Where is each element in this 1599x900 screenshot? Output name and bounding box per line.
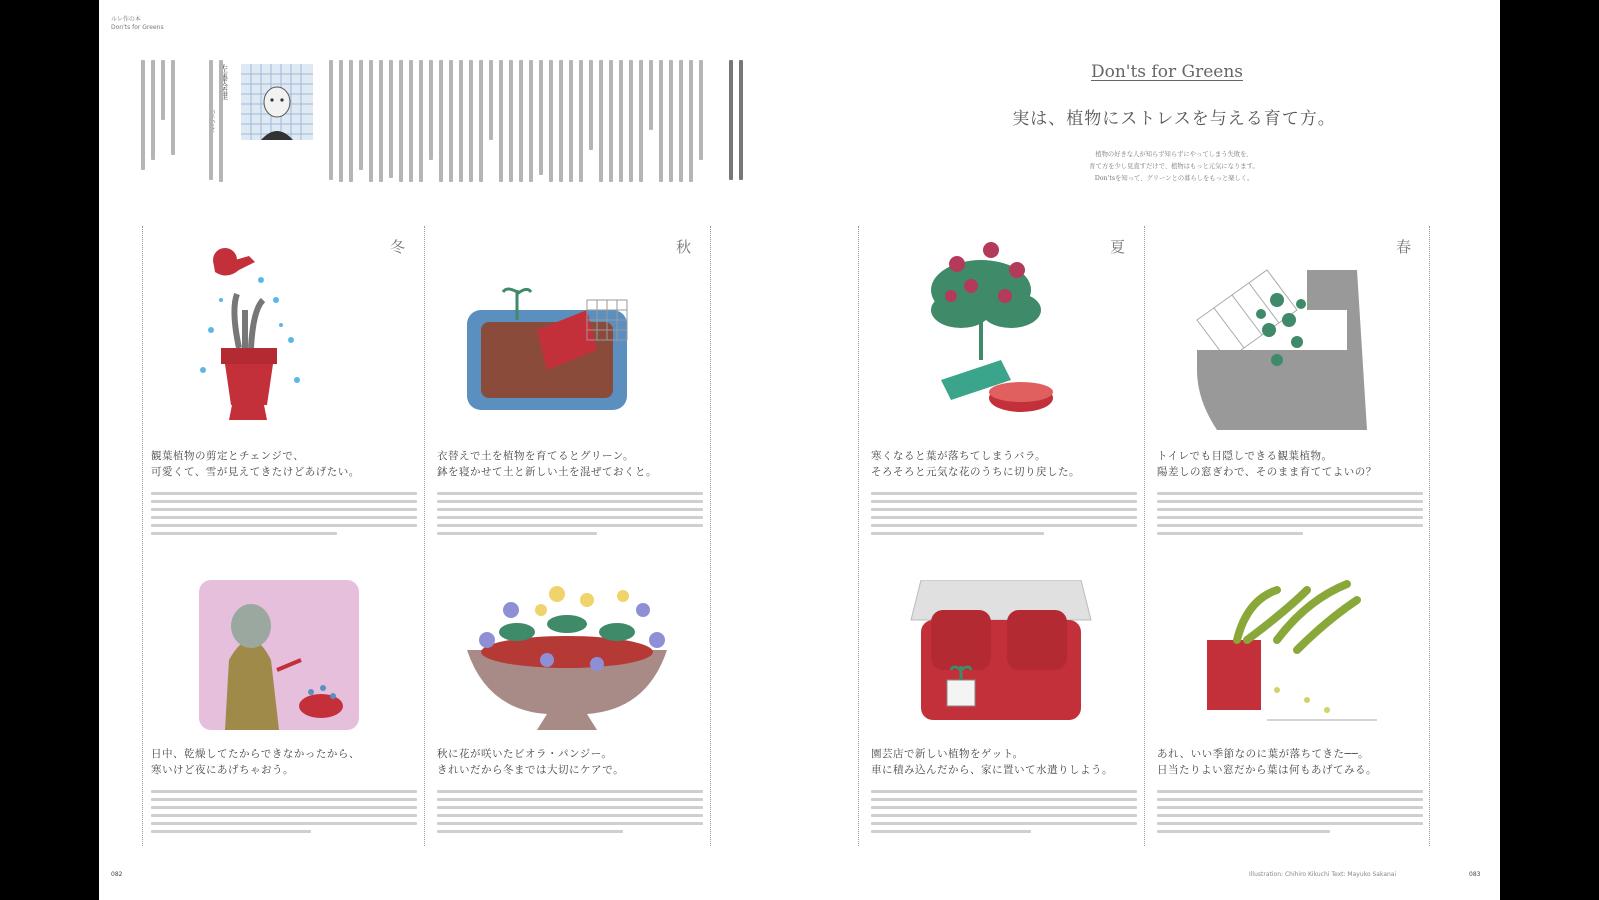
roses-bouquet-icon xyxy=(871,230,1137,430)
page-title: Don'ts for Greens xyxy=(1090,62,1243,82)
tip-caption: 車に積み込んだから、家に置いて水遣りしよう。 xyxy=(871,764,1113,776)
tip-body-text xyxy=(871,790,1137,838)
tip-body-text xyxy=(1157,790,1423,838)
running-head-line2: Don'ts for Greens xyxy=(111,24,164,31)
tip-body-text xyxy=(437,790,703,838)
tip-body-text xyxy=(151,492,417,540)
ivy-wall-icon xyxy=(1157,230,1423,430)
page-number-left: 082 xyxy=(111,871,123,878)
car-seat-plant-icon xyxy=(871,580,1137,730)
season-label: 春 xyxy=(1395,238,1411,256)
tip-caption: 寒いけど夜にあげちゃおう。 xyxy=(151,764,294,776)
tip-body-text xyxy=(151,790,417,838)
tip-body-text xyxy=(1157,492,1423,540)
tip-caption: 日中、乾燥してたからできなかったから、 xyxy=(151,748,360,760)
tip-caption: 陽差しの窓ぎわで、そのまま育ててよいの？ xyxy=(1157,466,1377,478)
season-label: 冬 xyxy=(389,238,405,256)
magazine-spread xyxy=(99,0,1500,900)
tip-caption: トイレでも目隠しできる観葉植物。 xyxy=(1157,450,1333,462)
page-number-right: 083 xyxy=(1469,871,1481,878)
person-watering-icon xyxy=(151,580,417,730)
lede-line: 育て方を少し見直すだけで、植物はもっと元気になります。 xyxy=(1089,163,1259,170)
tip-caption: 寒くなると葉が落ちてしまうバラ。 xyxy=(871,450,1047,462)
falling-leaves-icon xyxy=(1157,580,1423,730)
tip-caption: 鉢を寝かせて土と新しい土を混ぜておくと。 xyxy=(437,466,657,478)
column-divider xyxy=(710,226,711,846)
column-divider xyxy=(1144,226,1145,846)
lede xyxy=(999,149,1349,185)
credit-line: Illustration: Chihiro Kikuchi Text: Mayuko Sakanai xyxy=(1249,871,1397,878)
tip-caption: 日当たりよい窓だから葉は何もあげてみる。 xyxy=(1157,764,1377,776)
season-label: 夏 xyxy=(1109,238,1125,256)
tip-caption: 可愛くて、雪が見えてきたけどあげたい。 xyxy=(151,466,360,478)
tip-caption: 観葉植物の剪定とチェンジで、 xyxy=(151,450,305,462)
tip-caption: きれいだから冬までは大切にケアで。 xyxy=(437,764,625,776)
tip-caption: そろそろと元気な花のうちに切り戻した。 xyxy=(871,466,1080,478)
tip-caption: あれ、いい季節なのに葉が落ちてきた──。 xyxy=(1157,748,1370,760)
page-subtitle: 実は、植物にストレスを与える育て方。 xyxy=(1012,109,1336,129)
running-head-line1: ルレ作の本 xyxy=(111,16,141,23)
tip-body-text xyxy=(871,492,1137,540)
planter-soil-icon xyxy=(437,230,703,430)
column-divider xyxy=(1429,226,1430,846)
watering-can-snow-icon xyxy=(151,230,417,430)
pansy-bowl-icon xyxy=(437,580,703,730)
column-divider xyxy=(142,226,143,846)
lede-line: Don'tsを知って、グリーンとの暮らしをもっと楽しく。 xyxy=(1094,175,1254,182)
season-label: 秋 xyxy=(675,238,691,256)
running-head xyxy=(111,16,164,32)
column-divider xyxy=(858,226,859,846)
tip-caption: 秋に花が咲いたビオラ・パンジー。 xyxy=(437,748,613,760)
intro-vertical-text xyxy=(139,60,719,190)
lede-line: 植物の好きな人が知らず知らずにやってしまう失敗を、 xyxy=(1095,151,1253,158)
tip-body-text xyxy=(437,492,703,540)
tip-caption: 園芸店で新しい植物をゲット。 xyxy=(871,748,1024,760)
tip-caption: 衣替えで土を植物を育てるとグリーン。 xyxy=(437,450,634,462)
column-divider xyxy=(424,226,425,846)
